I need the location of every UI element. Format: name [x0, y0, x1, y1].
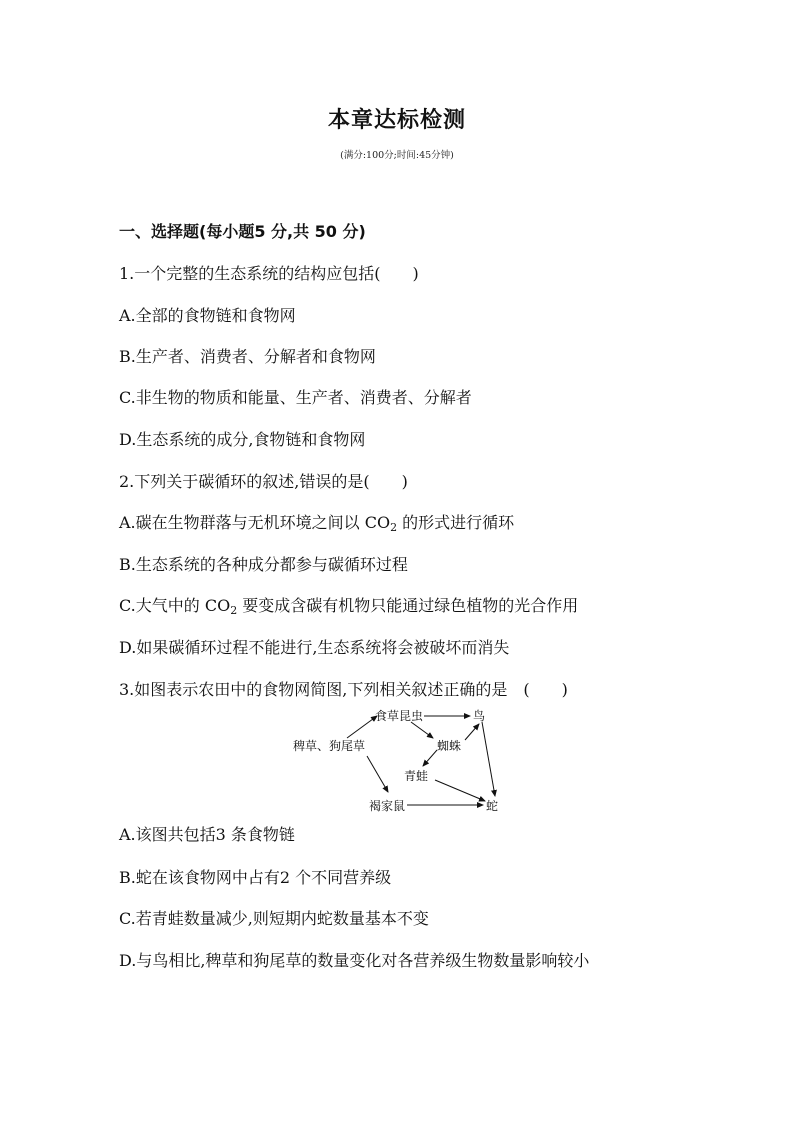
option-c-text-start: C.大气中的 CO	[119, 596, 231, 615]
question-3-option-a: A.该图共包括3 条食物链	[119, 825, 295, 844]
exam-info: (满分:100分;时间:45分钟)	[340, 150, 454, 161]
node-herbivorous-insect: 食草昆虫	[375, 709, 424, 723]
option-a-text-start: A.碳在生物群落与无机环境之间以 CO	[119, 513, 391, 532]
node-frog: 青蛙	[404, 769, 429, 783]
arrow-insect-to-spider	[411, 722, 433, 738]
arrow-frog-to-snake	[435, 780, 485, 801]
arrow-spider-to-bird	[465, 724, 479, 740]
question-2-stem: 2.下列关于碳循环的叙述,错误的是( )	[119, 472, 408, 491]
option-a-text-end: 的形式进行循环	[397, 513, 515, 532]
question-2-option-b: B.生态系统的各种成分都参与碳循环过程	[119, 555, 408, 574]
page-title: 本章达标检测	[327, 108, 466, 133]
arrow-bird-to-snake	[482, 722, 495, 796]
question-2-option-d: D.如果碳循环过程不能进行,生态系统将会被破坏而消失	[119, 638, 510, 657]
question-1-option-b: B.生产者、消费者、分解者和食物网	[119, 347, 376, 366]
arrow-grass-to-mouse	[367, 756, 388, 792]
node-grass: 稗草、狗尾草	[293, 739, 366, 753]
question-1-option-a: A.全部的食物链和食物网	[119, 306, 296, 325]
question-3-option-c: C.若青蛙数量减少,则短期内蛇数量基本不变	[119, 909, 429, 928]
question-3-option-b: B.蛇在该食物网中占有2 个不同营养级	[119, 868, 392, 887]
arrow-grass-to-insect	[347, 716, 377, 738]
node-snake: 蛇	[486, 799, 499, 813]
arrow-spider-to-frog	[423, 750, 437, 766]
question-2-option-c	[119, 596, 578, 616]
node-spider: 蜘蛛	[437, 739, 462, 753]
question-3-stem: 3.如图表示农田中的食物网简图,下列相关叙述正确的是 ( )	[119, 680, 568, 699]
question-2-option-a	[119, 513, 514, 533]
subscript: 2	[390, 521, 398, 534]
section-heading: 一、选择题(每小题5 分,共 50 分)	[119, 222, 366, 241]
option-c-text-end: 要变成含碳有机物只能通过绿色植物的光合作用	[237, 596, 579, 615]
question-1-option-c: C.非生物的物质和能量、生产者、消费者、分解者	[119, 388, 472, 407]
node-bird: 鸟	[473, 709, 486, 723]
question-3-option-d: D.与鸟相比,稗草和狗尾草的数量变化对各营养级生物数量影响较小	[119, 951, 590, 970]
node-mouse: 褐家鼠	[369, 799, 406, 813]
question-1-option-d: D.生态系统的成分,食物链和食物网	[119, 430, 366, 449]
question-1-stem: 1.一个完整的生态系统的结构应包括( )	[119, 264, 419, 283]
food-web-diagram	[285, 704, 515, 820]
subscript: 2	[230, 604, 238, 617]
